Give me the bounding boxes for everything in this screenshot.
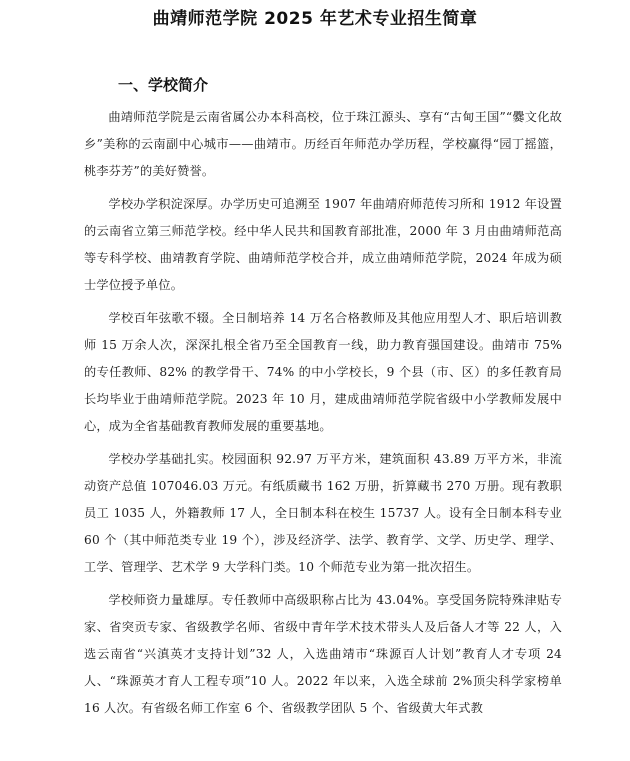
paragraph-history: 学校办学积淀深厚。办学历史可追溯至 1907 年曲靖府师范传习所和 1912 年设置的云南省立第三师范学校。经中华人民共和国教育部批准，2000 年 3 月由曲靖师范高等专科学校、曲靖教育学院、曲靖师范学校合并，成立曲靖师范学院，2024 年成为硕士学位授予单位。 bbox=[84, 197, 562, 292]
document-title: 曲靖师范学院 2025 年艺术专业招生简章 bbox=[152, 9, 478, 29]
paragraph-intro: 曲靖师范学院是云南省属公办本科高校，位于珠江源头、享有“古甸王国”“爨文化故乡”美称的云南副中心城市——曲靖市。历经百年师范办学历程，学校赢得“园丁摇篮，桃李芬芳”的美好赞誉。 bbox=[84, 110, 562, 178]
section-heading: 一、学校简介 bbox=[118, 76, 209, 94]
paragraph-foundation: 学校办学基础扎实。校园面积 92.97 万平方米，建筑面积 43.89 万平方米，非流动资产总值 107046.03 万元。有纸质藏书 162 万册，折算藏书 270 万册。现有教职员工 1035 人，外籍教师 17 人，全日制本科在校生 15737 人。设有全日制本科专业 60 个（其中师范类专业 19 个），涉及经济学、法学、教育学、文学、历史学、理学、工学、管理学、艺术学 9 大学科门类。10 个师范专业为第一批次招生。 bbox=[84, 452, 562, 574]
paragraph-achievements: 学校百年弦歌不辍。全日制培养 14 万名合格教师及其他应用型人才、职后培训教师 15 万余人次，深深扎根全省乃至全国教育一线，助力教育强国建设。曲靖市 75% 的专任教师、82% 的教学骨干、74% 的中小学校长，9 个县（市、区）的多任教育局长均毕业于曲靖师范学院。2023 年 10 月，建成曲靖师范学院省级中小学教师发展中心，成为全省基础教育教师发展的重要基地。 bbox=[84, 311, 562, 433]
paragraph-faculty: 学校师资力量雄厚。专任教师中高级职称占比为 43.04%。享受国务院特殊津贴专家、省突贡专家、省级教学名师、省级中青年学术技术带头人及后备人才等 22 人，入选云南省“兴滇英才支持计划”32 人，入选曲靖市“珠源百人计划”教育人才专项 24 人、“珠源英才育人工程专项”10 人。2022 年以来，入选全球前 2%顶尖科学家榜单 16 人次。有省级名师工作室 6 个、省级教学团队 5 个、省级黄大年式教 bbox=[84, 593, 562, 715]
document-body bbox=[84, 104, 562, 728]
